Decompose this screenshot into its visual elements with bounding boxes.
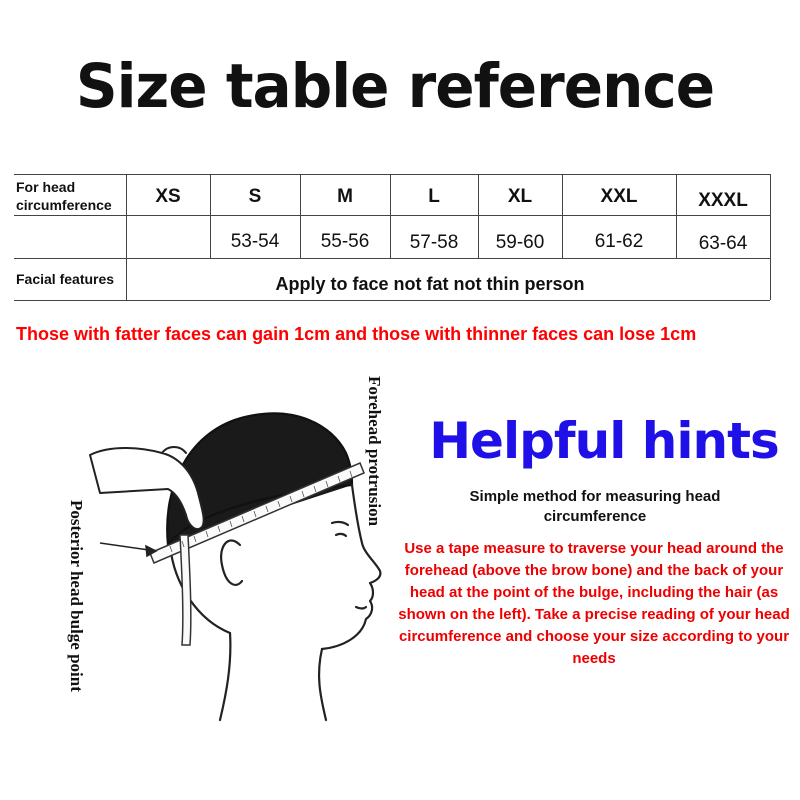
- size-range-s: 53-54: [230, 231, 280, 252]
- hints-body: Use a tape measure to traverse your head around the forehead (above the brow bone) and the back of your head at the point of the bulge, including the hair (as shown on the left). Take a precise reading of your head circumference and choose your size according to your needs: [398, 540, 790, 667]
- size-range-m: 55-56: [320, 231, 370, 252]
- face-adjustment-note: Those with fatter faces can gain 1cm and those with thinner faces can lose 1cm: [16, 324, 697, 344]
- size-range-l: 57-58: [409, 232, 459, 253]
- size-header-s: S: [248, 186, 262, 207]
- facial-features-value: Apply to face not fat not thin person: [275, 274, 585, 294]
- size-range-xxl: 61-62: [594, 231, 644, 252]
- size-header-l: L: [428, 186, 440, 207]
- forehead-protrusion-label: Forehead protrusion: [365, 376, 384, 527]
- table-line: [14, 258, 770, 259]
- size-header-xxl: XXL: [600, 186, 638, 207]
- size-header-xxxl: XXXL: [698, 190, 748, 211]
- page-title: Size table reference: [75, 50, 715, 122]
- hints-title: Helpful hints: [429, 412, 779, 470]
- row-label-head-circumference: For head circumference: [16, 179, 112, 213]
- row-label-facial-features: Facial features: [16, 271, 115, 287]
- table-line: [14, 174, 770, 175]
- size-header-m: M: [337, 186, 353, 207]
- table-line: [14, 300, 770, 301]
- hints-subtitle: Simple method for measuring head circumference: [469, 488, 721, 525]
- size-range-xl: 59-60: [495, 232, 545, 253]
- size-header-xl: XL: [507, 186, 533, 207]
- head-measurement-illustration: [70, 375, 410, 735]
- size-range-xxxl: 63-64: [698, 233, 748, 254]
- size-header-xs: XS: [155, 186, 181, 207]
- table-line: [14, 215, 770, 216]
- table-line: [770, 174, 771, 300]
- posterior-bulge-label: Posterior head bulge point: [67, 500, 86, 692]
